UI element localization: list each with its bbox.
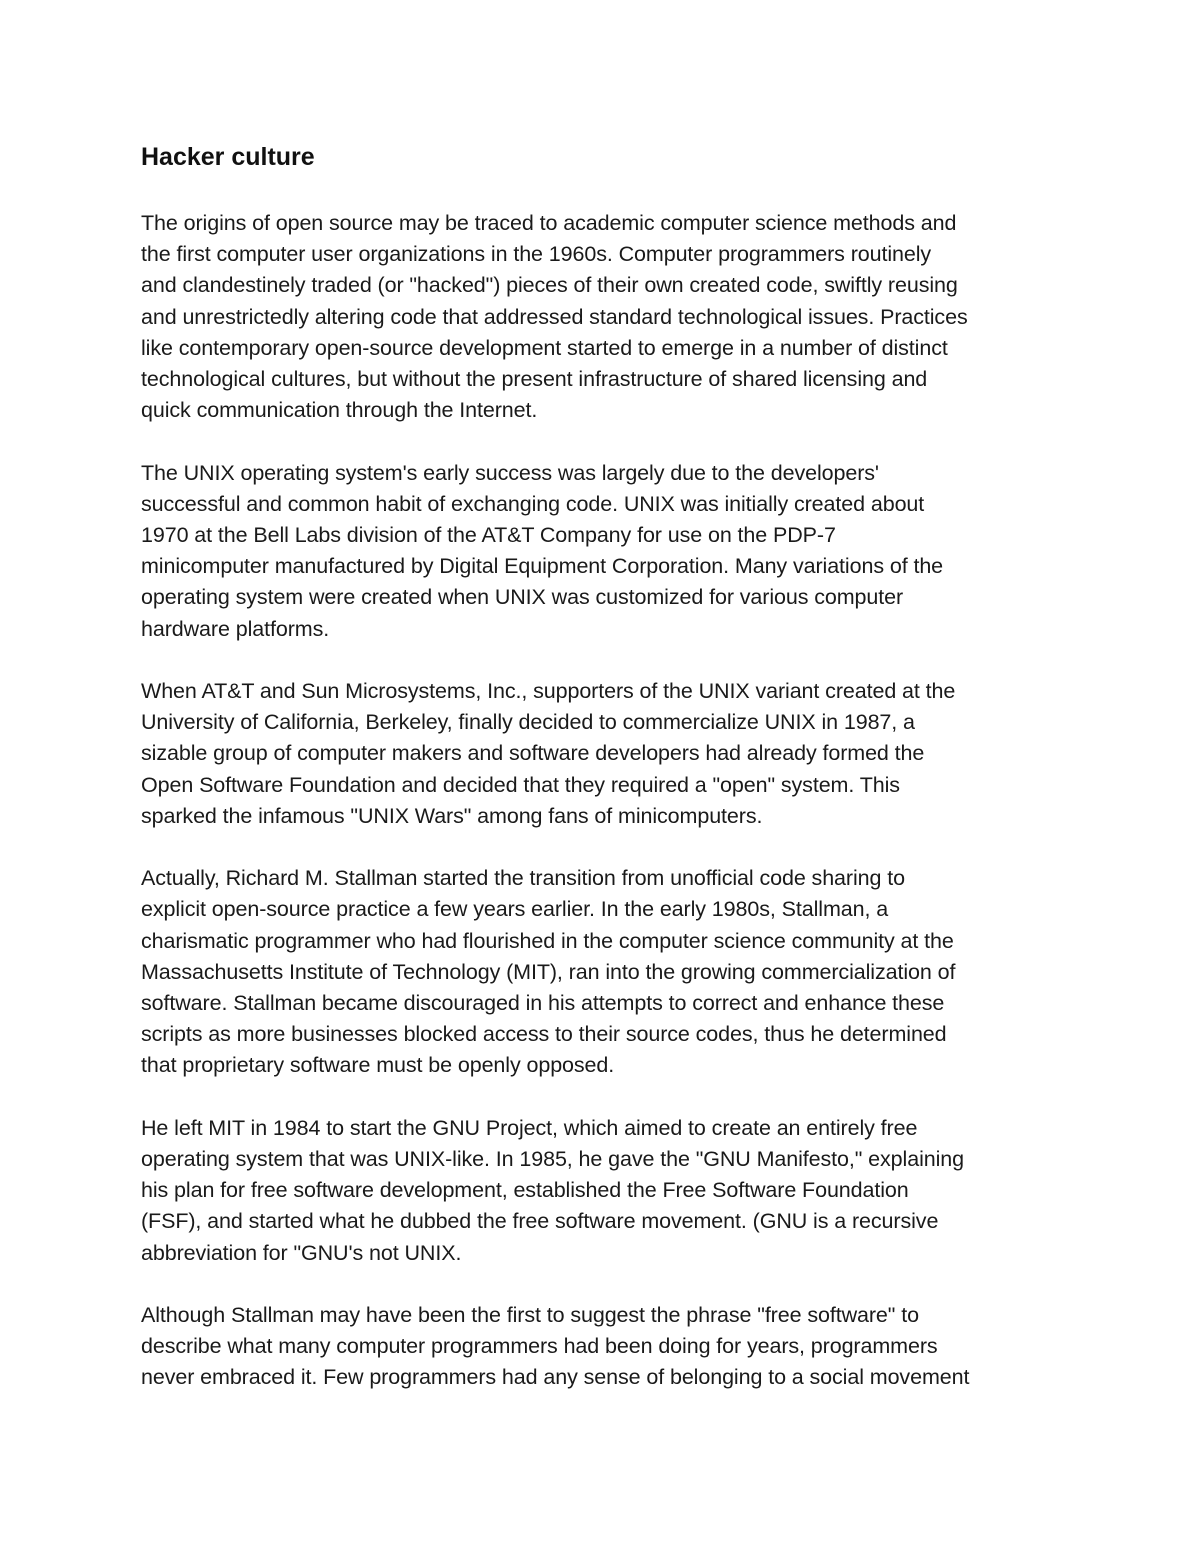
paragraph-line: operating system were created when UNIX was customized for various computer <box>141 585 904 610</box>
paragraph-line: 1970 at the Bell Labs division of the AT&T Company for use on the PDP-7 <box>141 523 836 548</box>
paragraph-line: quick communication through the Internet. <box>141 398 538 423</box>
paragraph-line: and clandestinely traded (or "hacked") pieces of their own created code, swiftly reusing <box>141 273 958 298</box>
document-heading: Hacker culture <box>141 143 315 171</box>
paragraph-line: describe what many computer programmers had been doing for years, programmers <box>141 1334 938 1359</box>
paragraph-line: like contemporary open-source development started to emerge in a number of distinct <box>141 335 948 360</box>
paragraph <box>141 208 1071 426</box>
paragraph-line: technological cultures, but without the present infrastructure of shared licensing and <box>141 367 928 392</box>
paragraph-line: Massachusetts Institute of Technology (MIT), ran into the growing commercialization of <box>141 959 956 984</box>
paragraph-line: University of California, Berkeley, finally decided to commercialize UNIX in 1987, a <box>141 710 915 735</box>
paragraph-line: The origins of open source may be traced to academic computer science methods and <box>141 211 957 235</box>
paragraph-line: software. Stallman became discouraged in his attempts to correct and enhance these <box>141 991 945 1016</box>
paragraph-line: The UNIX operating system's early success was largely due to the developers' <box>141 460 879 485</box>
paragraph-line: sizable group of computer makers and software developers had already formed the <box>141 741 925 766</box>
paragraph <box>141 863 1071 1081</box>
paragraph-line: successful and common habit of exchanging code. UNIX was initially created about <box>141 491 925 516</box>
paragraph-line: explicit open-source practice a few years earlier. In the early 1980s, Stallman, a <box>141 897 889 922</box>
paragraph-line: (FSF), and started what he dubbed the free software movement. (GNU is a recursive <box>141 1209 939 1234</box>
paragraph-line: and unrestrictedly altering code that addressed standard technological issues. Practices <box>141 304 968 329</box>
paragraph-line: Open Software Foundation and decided that they required a "open" system. This <box>141 772 900 797</box>
paragraph-list <box>141 208 1071 1394</box>
paragraph-line: that proprietary software must be openly opposed. <box>141 1053 615 1078</box>
document-body <box>141 140 1071 1425</box>
paragraph-line: his plan for free software development, established the Free Software Foundation <box>141 1178 909 1203</box>
paragraph-line: abbreviation for "GNU's not UNIX. <box>141 1240 462 1265</box>
paragraph-line: sparked the infamous "UNIX Wars" among fans of minicomputers. <box>141 803 763 828</box>
paragraph-line: charismatic programmer who had flourished in the computer science community at the <box>141 928 954 953</box>
paragraph-line: scripts as more businesses blocked access to their source codes, thus he determined <box>141 1022 947 1047</box>
paragraph-line: Actually, Richard M. Stallman started the transition from unofficial code sharing to <box>141 866 905 891</box>
paragraph-line: Although Stallman may have been the first to suggest the phrase "free software" to <box>141 1303 919 1328</box>
paragraph <box>141 1113 1071 1269</box>
paragraph-line: operating system that was UNIX-like. In 1985, he gave the "GNU Manifesto," explaining <box>141 1147 964 1172</box>
paragraph-line: the first computer user organizations in the 1960s. Computer programmers routinely <box>141 242 932 267</box>
paragraph-line: minicomputer manufactured by Digital Equipment Corporation. Many variations of the <box>141 554 944 579</box>
paragraph-line: never embraced it. Few programmers had any sense of belonging to a social movement <box>141 1365 970 1390</box>
paragraph <box>141 458 1071 645</box>
paragraph-line: When AT&T and Sun Microsystems, Inc., supporters of the UNIX variant created at the <box>141 679 956 704</box>
paragraph <box>141 1300 1071 1394</box>
paragraph <box>141 676 1071 832</box>
paragraph-line: hardware platforms. <box>141 616 330 641</box>
paragraph-line: He left MIT in 1984 to start the GNU Project, which aimed to create an entirely free <box>141 1115 918 1140</box>
